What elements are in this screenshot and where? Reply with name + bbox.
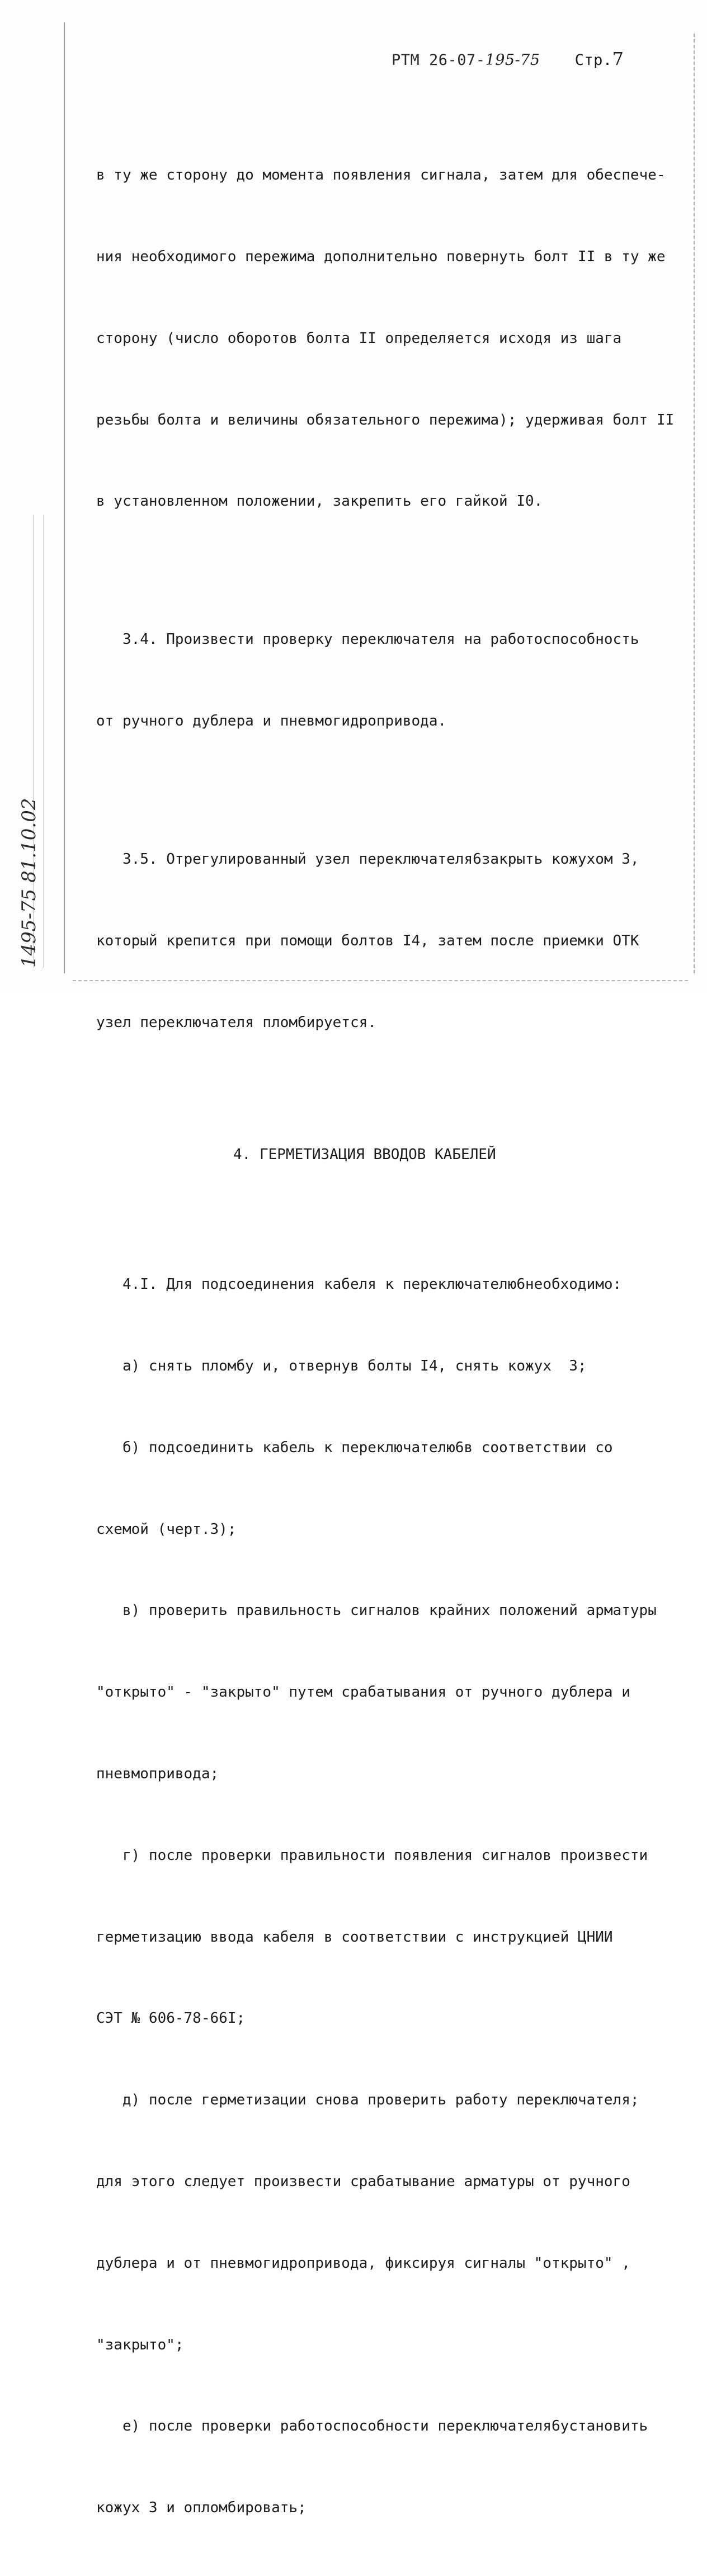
list-item: а) снять пломбу и, отвернув болты I4, снять кожух 3;	[96, 1358, 587, 1375]
text-line: 4.I. Для подсоединения кабеля к переключателю6необходимо:	[96, 1276, 622, 1293]
handwritten-registration: 1495-75 81.10.02	[18, 798, 40, 968]
text-line: ния необходимого пережима дополнительно повернуть болт II в ту же	[96, 248, 666, 265]
text-line: в ту же сторону до момента появления сигнала, затем для обеспече-	[96, 167, 666, 184]
list-item: д) после герметизации снова проверить работу переключателя;	[96, 2092, 639, 2109]
text-line: в установленном положении, закрепить его гайкой I0.	[96, 493, 543, 510]
text-line: кожух 3 и опломбировать;	[96, 2499, 307, 2517]
text-line: герметизацию ввода кабеля в соответствии с инструкцией ЦНИИ	[96, 1928, 613, 1946]
page-header	[392, 48, 624, 69]
text-line: схемой (черт.3);	[96, 1520, 237, 1538]
text-line: пневмопривода;	[96, 1765, 219, 1783]
text-line: сторону (число оборотов болта II определяется исходя из шага	[96, 329, 622, 347]
page-right-border	[694, 34, 696, 973]
text-line: резьбы болта и величины обязательного пережима); удерживая болт II	[96, 411, 675, 428]
document-body	[96, 107, 678, 2576]
text-line: узел переключателя пломбируется.	[96, 1014, 376, 1031]
list-item: г) после проверки правильности появления сигналов произвести	[96, 1847, 648, 1864]
list-item: е) после проверки работоспособности переключателя6установить	[96, 2418, 648, 2435]
text-line: 3.5. Отрегулированный узел переключателя6закрыть кожухом 3,	[96, 851, 639, 868]
list-item: б) подсоединить кабель к переключателю6в соответствии со	[96, 1439, 613, 1456]
text-line: от ручного дублера и пневмогидропривода.	[96, 713, 447, 730]
page-left-border	[64, 22, 65, 973]
text-line: "закрыто";	[96, 2336, 184, 2353]
section-heading: 4. ГЕРМЕТИЗАЦИЯ ВВОДОВ КАБЕЛЕЙ	[233, 1146, 496, 1163]
text-line: для этого следует произвести срабатывание арматуры от ручного	[96, 2173, 630, 2190]
text-line: СЭТ № 606-78-66I;	[96, 2010, 246, 2027]
text-line: 3.4. Произвести проверку переключателя на работоспособность	[96, 631, 639, 648]
text-line: дублера и от пневмогидропривода, фиксируя сигналы "открыто" ,	[96, 2254, 630, 2272]
list-item: в) проверить правильность сигналов крайних положений арматуры	[96, 1602, 657, 1619]
page-label: Стр.	[574, 51, 612, 69]
document-number: 195-75	[485, 51, 540, 69]
margin-stamp	[17, 515, 56, 968]
text-line: "открыто" - "закрыто" путем срабатывания от ручного дублера и	[96, 1684, 630, 1701]
page-number: 7	[612, 48, 624, 69]
document-code: РТМ 26-07-	[392, 51, 486, 69]
text-line: который крепится при помощи болтов I4, затем после приемки ОТК	[96, 932, 639, 949]
